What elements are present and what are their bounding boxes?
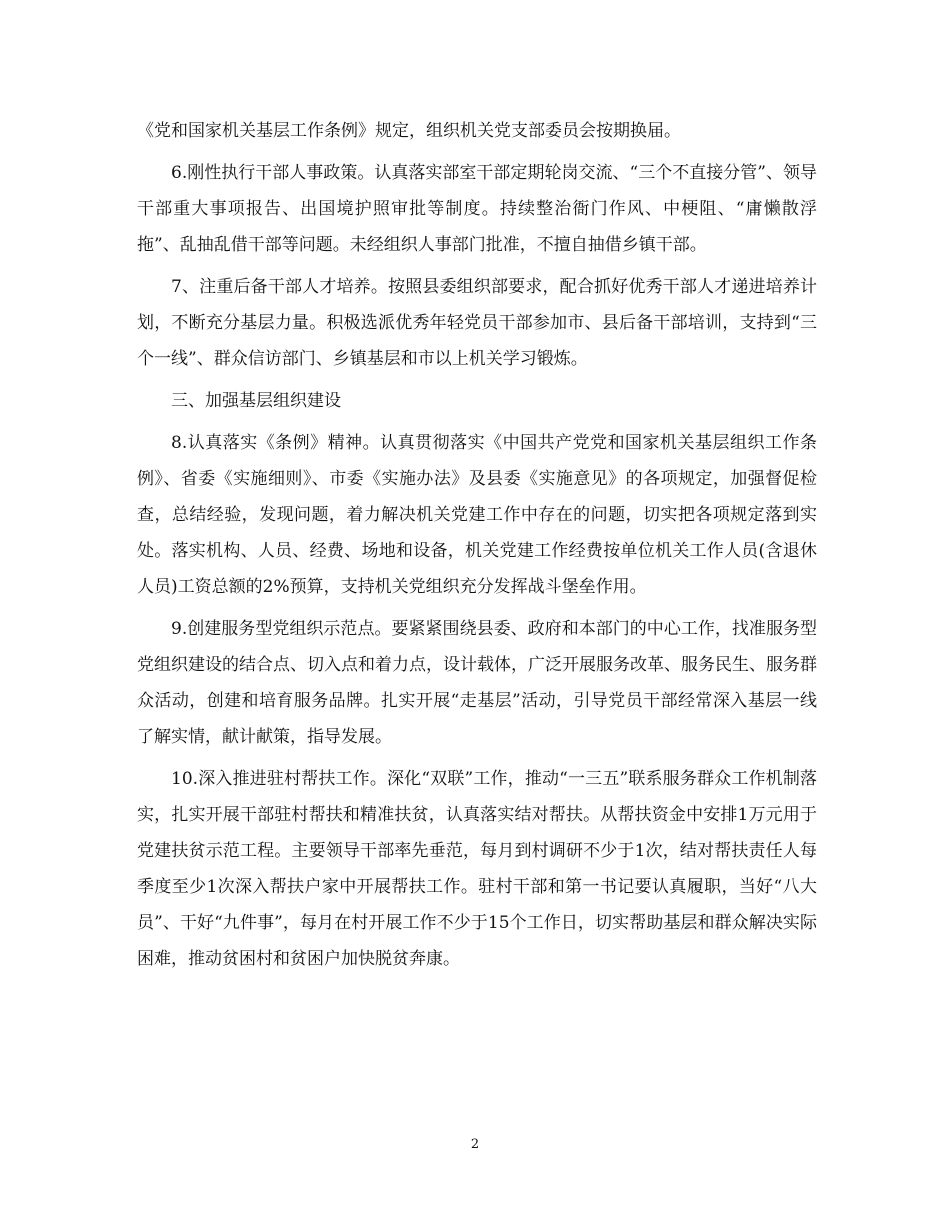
paragraph-item-9: 9.创建服务型党组织示范点。要紧紧围绕县委、政府和本部门的中心工作，找准服务型党组织建设的结合点、切入点和着力点，设计载体，广泛开展服务改革、服务民生、服务群众活动，创建和培育服务品牌。扎实开展“走基层”活动，引导党员干部经常深入基层一线了解实情，献计献策，指导发展。 <box>137 619 817 747</box>
paragraph-item-10: 10.深入推进驻村帮扶工作。深化“双联”工作，推动“一三五”联系服务群众工作机制落实，扎实开展干部驻村帮扶和精准扶贫，认真落实结对帮扶。从帮扶资金中安排1万元用于党建扶贫示范工程。主要领导干部率先垂范，每月到村调研不少于1次，结对帮扶责任人每季度至少1次深入帮扶户家中开展帮扶工作。驻村干部和第一书记要认真履职，当好“八大员”、干好“九件事”，每月在村开展工作不少于15个工作日，切实帮助基层和群众解决实际困难，推动贫困村和贫困户加快脱贫奔康。 <box>137 769 817 969</box>
section-heading: 三、加强基层组织建设 <box>171 391 341 411</box>
paragraph-continuation: 《党和国家机关基层工作条例》规定，组织机关党支部委员会按期换届。 <box>137 121 681 141</box>
document-body <box>137 113 817 983</box>
paragraph-item-6: 6.刚性执行干部人事政策。认真落实部室干部定期轮岗交流、“三个不直接分管”、领导干部重大事项报告、出国境护照审批等制度。持续整治衙门作风、中梗阻、“庸懒散浮拖”、乱抽乱借干部等问题。未经组织人事部门批准，不擅自抽借乡镇干部。 <box>137 163 817 255</box>
paragraph-item-7: 7、注重后备干部人才培养。按照县委组织部要求，配合抓好优秀干部人才递进培养计划，不断充分基层力量。积极选派优秀年轻党员干部参加市、县后备干部培训，支持到“三个一线”、群众信访部门、乡镇基层和市以上机关学习锻炼。 <box>137 277 817 369</box>
paragraph-item-8: 8.认真落实《条例》精神。认真贯彻落实《中国共产党党和国家机关基层组织工作条例》、省委《实施细则》、市委《实施办法》及县委《实施意见》的各项规定，加强督促检查，总结经验，发现问题，着力解决机关党建工作中存在的问题，切实把各项规定落到实处。落实机构、人员、经费、场地和设备，机关党建工作经费按单位机关工作人员(含退休人员)工资总额的2%预算，支持机关党组织充分发挥战斗堡垒作用。 <box>137 433 817 597</box>
page-number: 2 <box>470 1137 480 1152</box>
